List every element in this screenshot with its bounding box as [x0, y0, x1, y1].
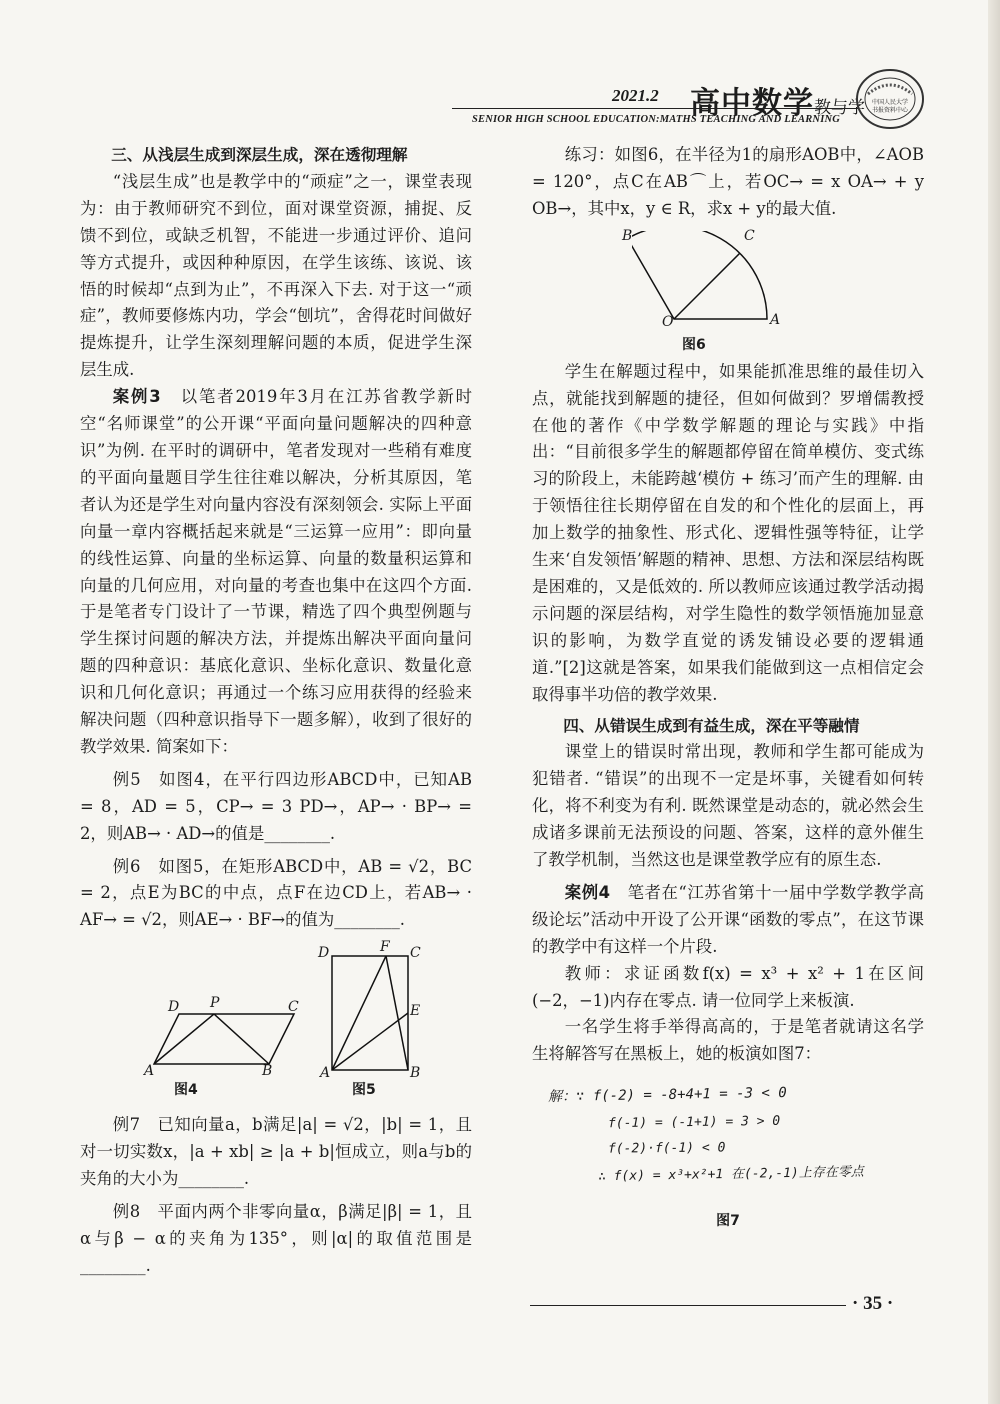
fig4-label-B: B: [262, 1063, 273, 1080]
svg-text:中国人民大学: 中国人民大学: [871, 99, 909, 106]
figure-6-sector: [632, 227, 792, 330]
example-8: 例8 平面内两个非零向量α，β满足|β| = 1，且α与β − α的夹角为135°，则|α|的取值范围是________.: [80, 1202, 472, 1275]
case-4-text: 笔者在“江苏省第十一届中学数学教学高级论坛”活动中开设了公开课“函数的零点”，在这节课的教学中有这样一个片段.: [532, 882, 924, 956]
fig4-label-C: C: [288, 999, 299, 1016]
journal-title: 高中数学教与学: [690, 86, 865, 121]
svg-text:书报资料中心: 书报资料中心: [871, 107, 909, 114]
figure-5-caption: 图5: [352, 1082, 376, 1099]
figure-7-caption: 图7: [716, 1213, 740, 1230]
teacher-prompt: 教师：求证函数f(x) = x³ + x² + 1在区间(−2，−1)内存在零点. 请一位同学上来板演.: [532, 963, 924, 1010]
fig4-label-P: P: [210, 995, 220, 1012]
case-4-label: 案例4: [564, 882, 611, 902]
fig5-label-F: F: [380, 939, 390, 956]
case-4: [532, 880, 924, 961]
header-rule: [452, 108, 858, 109]
example-6: 例6 如图5，在矩形ABCD中，AB = √2，BC = 2，点E为BC的中点，点F在边CD上，若AB→ · AF→ = √2，则AE→ · BF→的值为________.: [80, 856, 472, 930]
handwriting-line-3: f(-2)·f(-1) < 0: [607, 1140, 726, 1157]
fig4-label-D: D: [168, 999, 180, 1016]
page-number: · 35 ·: [852, 1293, 894, 1314]
paragraph-errors: 课堂上的错误时常出现，教师和学生都可能成为犯错者. “错误”的出现不一定是坏事，关键看如何转化，将不利变为有利. 既然课堂是动态的，就必然会生成诸多课前无法预设的问题、答案，这样的意外催生了教学机制，当然这也是课堂教学应有的原生态.: [532, 742, 924, 870]
figure-4-parallelogram: [144, 1006, 314, 1080]
right-column: [532, 142, 924, 1235]
fig5-label-A: A: [320, 1065, 331, 1082]
figure-6-caption: 图6: [682, 336, 706, 353]
fig6-label-O: O: [662, 313, 674, 330]
figure-7-handwriting: [532, 1076, 924, 1206]
example-7: 例7 已知向量a，b满足|a| = √2，|b| = 1，且对一切实数x，|a + xb| ≥ |a + b|恒成立，则a与b的夹角的大小为________.: [80, 1115, 472, 1189]
figure-4-caption: 图4: [174, 1082, 198, 1099]
fig6-label-A: A: [770, 311, 781, 328]
case-3-text: 以笔者2019年3月在江苏省教学新时空“名师课堂”的公开课“平面向量问题解决的四种意识”为例. 在平时的调研中，笔者发现对一些稍有难度的平面向量题目学生往往难以解决，分析其原因，笔者认为还是学生对向量内容没有深刻领会. 实际上平面向量一章内容概括起来就是“三运算一应用”：即向量的线性运算、向量的坐标运算、向量的数量积运算和向量的几何应用，对向量的考查也集中在这四个方面. 于是笔者专门设计了一节课，精选了四个典型例题与学生探讨问题的解决方法，并提炼出解决平面向量问题的四种意识：基底化意识、坐标化意识、数量化意识和几何化意识；再通过一个练习应用获得的经验来解决问题（四种意识指导下一题多解），收到了很好的教学效果. 简案如下：: [80, 387, 473, 756]
fig6-label-B: B: [622, 227, 633, 244]
figure-6-container: [532, 227, 924, 359]
page-edge-shadow: [988, 0, 1000, 1404]
fig5-label-D: D: [318, 945, 330, 962]
fig4-label-A: A: [144, 1063, 155, 1080]
left-column: [80, 142, 472, 1280]
section-4-heading: 四、从错误生成到有益生成，深在平等融情: [563, 716, 860, 735]
figure-5-rectangle: [328, 948, 421, 1082]
issue-date: 2021.2: [612, 86, 659, 105]
handwriting-line-1: 解：∵ f(-2) = -8+4+1 = -3 < 0: [547, 1085, 787, 1106]
paragraph-luo-zengru-quote: 学生在解题过程中，如果能抓准思维的最佳切入点，就能找到解题的捷径，但如何做到？罗增儒教授在他的著作《中学数学解题的理论与实践》中指出：“目前很多学生的解题都停留在简单模仿、变式练习的阶段上，未能跨越‘模仿 + 练习’而产生的理解. 由于领悟往往长期停留在自发的和个性化的层面上，再加上数学的抽象性、形式化、逻辑性强等特征，让学生来‘自发领悟’解题的精神、思想、方法和深层结构既是困难的，又是低效的. 所以教师应该通过教学活动揭示问题的深层结构，对学生隐性的数学领悟施加显意识的影响，为数学直觉的诱发铺设必要的逻辑通道.”[2]这就是答案，如果我们能做到这一点相信定会取得事半功倍的教学效果.: [532, 361, 924, 704]
example-5: 例5 如图4，在平行四边形ABCD中，已知AB = 8，AD = 5，CP→ = 3 PD→，AP→ · BP→ = 2，则AB→ · AD→的值是________.: [80, 769, 472, 843]
fig5-label-B: B: [410, 1065, 421, 1082]
case-3: [80, 384, 472, 761]
footer-rule: [530, 1305, 846, 1306]
journal-subtitle: SENIOR HIGH SCHOOL EDUCATION:MATHS TEACHING AND LEARNING: [472, 114, 841, 125]
handwriting-line-2: f(-1) = (-1+1) = 3 > 0: [607, 1114, 781, 1132]
fig5-label-C: C: [410, 945, 421, 962]
handwriting-line-4: ∴ f(x) = x³+x²+1 在(-2,-1)上存在零点: [597, 1164, 864, 1185]
student-board: 一名学生将手举得高高的，于是笔者就请这名学生将解答写在黑板上，她的板演如图7：: [532, 1017, 924, 1064]
journal-title-suffix: 教与学: [814, 98, 865, 118]
fig5-label-E: E: [410, 1003, 421, 1020]
case-3-label: 案例3: [112, 387, 161, 407]
paragraph-shallow-generation: “浅层生成”也是教学中的“顽症”之一，课堂表现为：由于教师研究不到位，面对课堂资源，捕捉、反馈不到位，或缺乏机智，不能进一步通过评价、追问等方式提升，或因种种原因，在学生该练、该说、该悟的时候却“点到为止”，不再深入下去. 对于这一“顽症”，教师要修炼内功，学会“刨坑”，舍得花时间做好提炼提升，让学生深刻理解问题的本质，促进学生深层生成.: [80, 171, 472, 380]
fig6-label-C: C: [744, 227, 755, 244]
section-3-heading: 三、从浅层生成到深层生成，深在透彻理解: [111, 146, 408, 164]
practice-problem: 练习：如图6，在半径为1的扇形AOB中，∠AOB = 120°，点C在AB⌒上，若OC→ = x OA→ + y OB→，其中x，y ∈ R，求x + y的最大值.: [532, 145, 924, 218]
journal-seal-logo: [854, 68, 926, 130]
figures-4-5: [80, 939, 472, 1106]
